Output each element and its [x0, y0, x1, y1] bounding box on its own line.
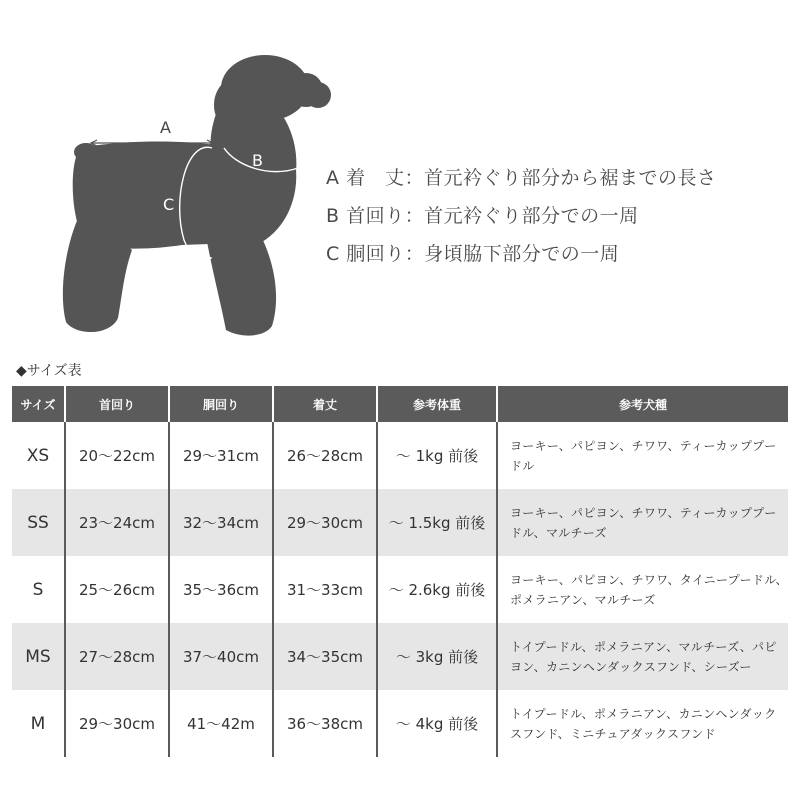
- cell-size: XS: [26, 445, 50, 466]
- cell-breeds: トイプードル、ポメラニアン、マルチーズ、パピヨン、カニンヘンダックスフンド、シーズー: [497, 623, 788, 690]
- legend-a-length: A 着 丈：首元衿ぐり部分から裾までの長さ: [326, 167, 717, 189]
- cell-length: 34～35cm: [273, 623, 377, 690]
- cell-size: M: [30, 713, 46, 734]
- size-table: [12, 386, 788, 757]
- table-row: [12, 489, 788, 556]
- legend-c-chest: C 胴回り：身頃脇下部分での一周: [326, 243, 620, 265]
- cell-size: SS: [12, 489, 65, 556]
- cell-chest: 35～36cm: [169, 556, 273, 623]
- size-table-title: ◆サイズ表: [16, 363, 82, 379]
- cell-length: 36～38cm: [273, 690, 377, 757]
- dog-silhouette-diagram: [0, 0, 340, 345]
- measurement-legend: [326, 163, 717, 277]
- header-weight: 参考体重: [377, 386, 497, 422]
- cell-breeds: ヨーキー、パピヨン、チワワ、ティーカッププードル: [497, 422, 788, 489]
- figure-label-b: B: [252, 151, 263, 170]
- table-row: [12, 690, 788, 757]
- table-row: [12, 556, 788, 623]
- header-length: 着丈: [273, 386, 377, 422]
- cell-neck: 27～28cm: [65, 623, 169, 690]
- legend-b-neck: B 首回り：首元衿ぐり部分での一周: [326, 205, 639, 227]
- cell-neck: 25～26cm: [65, 556, 169, 623]
- cell-size: S: [32, 579, 44, 600]
- cell-chest: 29～31cm: [169, 422, 273, 489]
- table-row: [12, 623, 788, 690]
- header-size: サイズ: [12, 386, 65, 422]
- cell-neck: 23～24cm: [65, 489, 169, 556]
- table-header-row: [12, 386, 788, 422]
- table-row: [12, 422, 788, 489]
- header-breeds: 参考犬種: [497, 386, 788, 422]
- header-chest: 胴回り: [169, 386, 273, 422]
- cell-chest: 32～34cm: [169, 489, 273, 556]
- cell-length: 31～33cm: [273, 556, 377, 623]
- cell-size: MS: [12, 623, 65, 690]
- cell-breeds: トイプードル、ポメラニアン、カニンヘンダックスフンド、ミニチュアダックスフンド: [497, 690, 788, 757]
- cell-breeds: ヨーキー、パピヨン、チワワ、タイニープードル、ポメラニアン、マルチーズ: [497, 556, 788, 623]
- cell-weight: ～ 2.6kg 前後: [377, 556, 497, 623]
- cell-length: 26～28cm: [273, 422, 377, 489]
- header-neck: 首回り: [65, 386, 169, 422]
- cell-weight: ～ 4kg 前後: [377, 690, 497, 757]
- cell-neck: 29～30cm: [65, 690, 169, 757]
- figure-label-c: C: [163, 195, 175, 214]
- cell-length: 29～30cm: [273, 489, 377, 556]
- cell-weight: ～ 1kg 前後: [377, 422, 497, 489]
- cell-weight: ～ 1.5kg 前後: [377, 489, 497, 556]
- cell-breeds: ヨーキー、パピヨン、チワワ、ティーカッププードル、マルチーズ: [497, 489, 788, 556]
- cell-neck: 20～22cm: [65, 422, 169, 489]
- cell-weight: ～ 3kg 前後: [377, 623, 497, 690]
- cell-chest: 37～40cm: [169, 623, 273, 690]
- cell-chest: 41～42m: [169, 690, 273, 757]
- figure-label-a: A: [160, 118, 171, 137]
